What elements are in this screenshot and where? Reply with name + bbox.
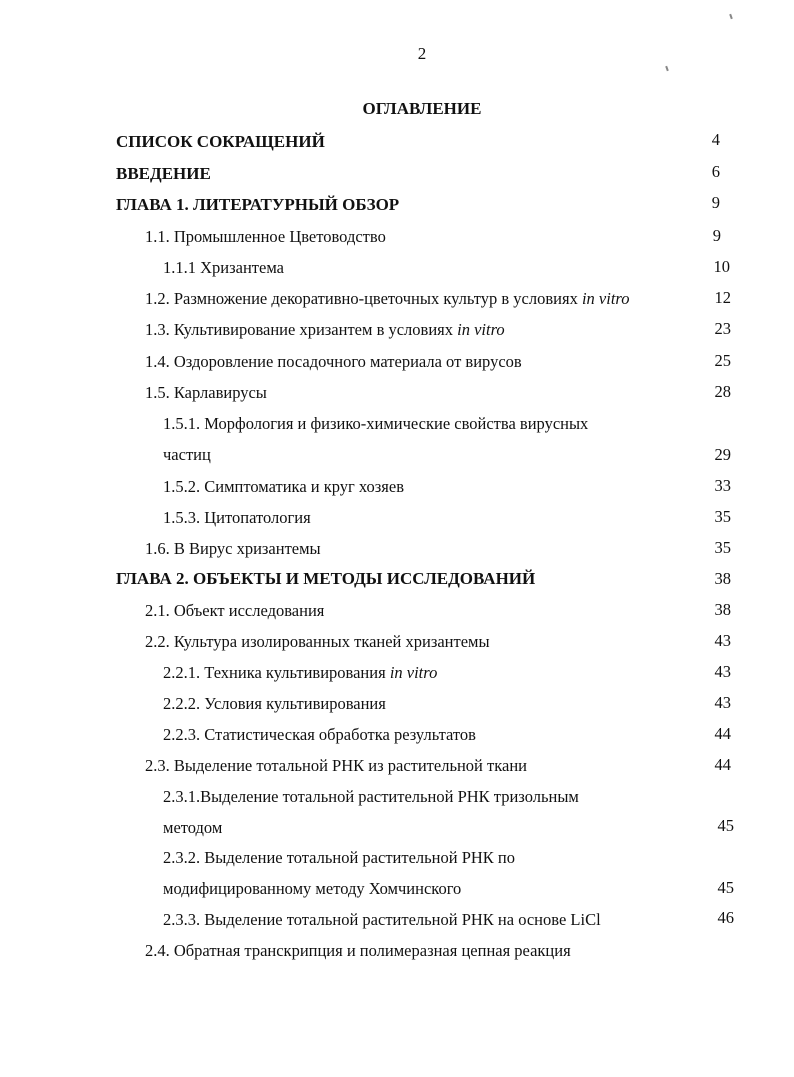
toc-entry-text: 1.5.3. Цитопатология (163, 508, 311, 527)
toc-entry (145, 756, 527, 776)
toc-entry-continuation (163, 818, 222, 838)
scan-speck (729, 14, 733, 19)
toc-entry-continuation (163, 445, 211, 465)
toc-entry (163, 694, 386, 714)
toc-page: 38 (714, 569, 731, 588)
toc-page: 35 (714, 507, 731, 526)
toc-entry-continuation (163, 879, 461, 899)
toc-entry-text: ГЛАВА 2. ОБЪЕКТЫ И МЕТОДЫ ИССЛЕДОВАНИЙ (116, 569, 536, 588)
toc-entry (163, 787, 579, 807)
toc-page: 9 (711, 193, 720, 212)
toc-entry (145, 601, 324, 621)
toc-entry-text: 2.4. Обратная транскрипция и полимеразная цепная реакция (145, 941, 571, 960)
toc-page: 46 (717, 908, 734, 927)
toc-page: 43 (714, 631, 731, 650)
toc-page: 12 (714, 288, 731, 307)
toc-entry (145, 941, 571, 961)
toc-entry (116, 132, 325, 152)
toc-page: 43 (714, 693, 731, 712)
toc-entry (163, 663, 437, 683)
toc-entry-text: 2.2.2. Условия культивирования (163, 694, 386, 713)
toc-entry (116, 164, 211, 184)
toc-page: 25 (714, 351, 731, 370)
toc-entry-italic: in vitro (457, 320, 505, 339)
toc-page: 38 (714, 600, 731, 619)
toc-page: 44 (714, 724, 731, 743)
toc-entry (163, 477, 404, 497)
toc-entry (163, 725, 476, 745)
toc-page: 45 (717, 878, 734, 897)
toc-entry-text: 1.1.1 Хризантема (163, 258, 284, 277)
toc-entry-text: 2.2.3. Статистическая обработка результатов (163, 725, 476, 744)
toc-entry-text: 2.2. Культура изолированных тканей хризантемы (145, 632, 490, 651)
toc-page: 10 (713, 257, 730, 276)
toc-entry-text: СПИСОК СОКРАЩЕНИЙ (116, 132, 325, 151)
toc-entry-text: модифицированному методу Хомчинского (163, 879, 462, 898)
toc-page: 4 (711, 130, 720, 149)
toc-entry-text: 2.2.1. Техника культивирования (163, 663, 390, 682)
toc-entry-text: 1.1. Промышленное Цветоводство (145, 227, 386, 246)
toc-entry (163, 508, 311, 528)
toc-entry (145, 227, 386, 247)
toc-entry-text: методом (163, 818, 223, 837)
toc-page: 35 (714, 538, 731, 557)
toc-page: 43 (714, 662, 731, 681)
toc-entry-italic: in vitro (581, 289, 630, 308)
toc-entry (145, 352, 522, 372)
toc-entry (116, 569, 535, 589)
toc-entry-text: 1.2. Размножение декоративно-цветочных культур в условиях (145, 289, 582, 308)
toc-title: ОГЛАВЛЕНИЕ (362, 99, 482, 118)
toc-entry-text: 2.1. Объект исследования (145, 601, 325, 620)
toc-entry-text: 1.4. Оздоровление посадочного материала от вирусов (145, 352, 522, 371)
toc-page: 23 (714, 319, 731, 338)
toc-entry-text: 2.3.1.Выделение тотальной растительной РНК тризольным (163, 787, 579, 806)
toc-entry-italic: in vitro (389, 663, 438, 682)
toc-entry (145, 632, 490, 652)
toc-page: 9 (712, 226, 721, 245)
toc-page: 28 (714, 382, 731, 401)
toc-entry-text: 2.3. Выделение тотальной РНК из растительной ткани (145, 756, 527, 775)
toc-entry (145, 539, 321, 559)
toc-entry (163, 848, 515, 868)
toc-page: 6 (711, 162, 720, 181)
toc-page: 33 (714, 476, 731, 495)
toc-entry-text: 1.5.2. Симптоматика и круг хозяев (163, 477, 405, 496)
page-number: 2 (417, 44, 427, 63)
toc-entry (145, 320, 505, 340)
toc-entry (116, 195, 399, 215)
toc-entry-text: частиц (163, 445, 211, 464)
toc-entry-text: ВВЕДЕНИЕ (116, 164, 211, 183)
toc-entry-text: 1.3. Культивирование хризантем в условиях (145, 320, 458, 339)
toc-entry (145, 289, 629, 309)
toc-entry-text: 1.5. Карлавирусы (145, 383, 267, 402)
toc-entry (163, 910, 601, 930)
toc-entry (145, 383, 267, 403)
toc-entry (163, 414, 588, 434)
scan-speck (665, 66, 669, 71)
toc-entry-text: 1.5.1. Морфология и физико-химические свойства вирусных (163, 414, 589, 433)
toc-entry-text: 2.3.3. Выделение тотальной растительной РНК на основе LiCl (163, 910, 601, 929)
toc-page: 45 (717, 816, 734, 835)
toc-page: 44 (714, 755, 731, 774)
toc-entry-text: ГЛАВА 1. ЛИТЕРАТУРНЫЙ ОБЗОР (116, 195, 400, 214)
toc-entry-text: 1.6. В Вирус хризантемы (145, 539, 321, 558)
toc-page: 29 (714, 445, 731, 464)
toc-entry-text: 2.3.2. Выделение тотальной растительной РНК по (163, 848, 515, 867)
toc-entry (163, 258, 284, 278)
